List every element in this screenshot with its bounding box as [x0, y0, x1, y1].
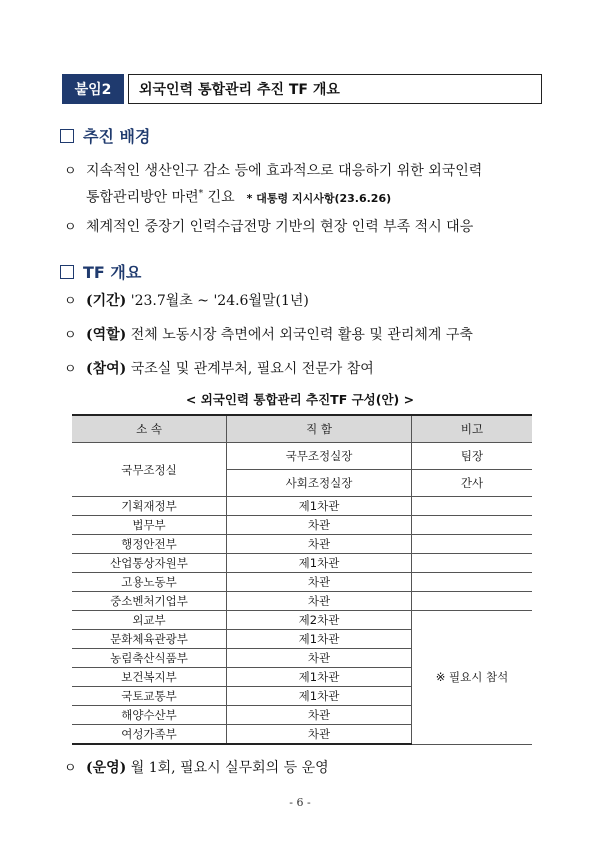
title-cell: 국무조정실장 — [227, 443, 412, 470]
table-row — [72, 443, 532, 470]
role-bullet — [64, 324, 544, 347]
table-row — [72, 516, 532, 535]
title-cell: 제1차관 — [227, 668, 412, 687]
attachment-badge: 붙임2 — [62, 74, 124, 104]
table-caption: < 외국인력 통합관리 추진TF 구성(안) > — [185, 392, 415, 407]
org-cell: 보건복지부 — [72, 668, 227, 687]
section-tf-overview-title — [60, 260, 141, 283]
attachment-header — [62, 74, 542, 104]
period-bullet — [64, 290, 544, 313]
title-cell: 차관 — [227, 706, 412, 725]
title-cell: 제1차관 — [227, 554, 412, 573]
title-cell: 제2차관 — [227, 611, 412, 630]
table-row — [72, 554, 532, 573]
org-cell: 농림축산식품부 — [72, 649, 227, 668]
note-cell — [412, 516, 533, 535]
table-row — [72, 497, 532, 516]
participation-text: 국조실 및 관계부처, 필요시 전문가 참여 — [126, 361, 374, 377]
title-cell: 차관 — [227, 573, 412, 592]
bullet1-line2: 통합관리방안 마련 — [86, 189, 199, 206]
org-cell: 국토교통부 — [72, 687, 227, 706]
header-position: 직 함 — [227, 415, 412, 443]
note-cell — [412, 554, 533, 573]
title-cell: 사회조정실장 — [227, 470, 412, 497]
section-background-title — [60, 124, 150, 147]
org-cell: 행정안전부 — [72, 535, 227, 554]
section-tf-label: TF 개요 — [83, 263, 142, 282]
circle-bullet-icon: ㅇ — [64, 761, 77, 776]
header-affiliation: 소 속 — [72, 415, 227, 443]
square-bullet-icon — [60, 129, 74, 143]
note-cell — [412, 535, 533, 554]
role-label: (역할) — [86, 327, 127, 343]
period-label: (기간) — [86, 293, 127, 309]
bullet1-line1: 지속적인 생산인구 감소 등에 효과적으로 대응하기 위한 외국인력 — [86, 163, 483, 179]
circle-bullet-icon: ㅇ — [64, 220, 77, 235]
bullet2-text: 체계적인 중장기 인력수급전망 기반의 현장 인력 부족 적시 대응 — [86, 219, 474, 235]
section-background-label: 추진 배경 — [83, 127, 151, 146]
tf-composition-table — [72, 414, 532, 745]
background-bullet-2 — [64, 216, 544, 239]
org-cell: 고용노동부 — [72, 573, 227, 592]
title-cell: 차관 — [227, 649, 412, 668]
operation-bullet — [64, 757, 544, 780]
note-cell — [412, 497, 533, 516]
operation-label: (운영) — [86, 760, 127, 776]
period-text: '23.7월초 ~ '24.6월말(1년) — [126, 293, 309, 309]
title-cell: 차관 — [227, 725, 412, 745]
page-number: - 6 - — [289, 796, 311, 809]
table-row — [72, 592, 532, 611]
operation-text: 월 1회, 필요시 실무회의 등 운영 — [126, 760, 329, 776]
circle-bullet-icon: ㅇ — [64, 328, 77, 343]
note-cell: 팀장 — [412, 443, 533, 470]
table-row — [72, 573, 532, 592]
circle-bullet-icon: ㅇ — [64, 294, 77, 309]
title-cell: 제1차관 — [227, 687, 412, 706]
table-row — [72, 611, 532, 630]
presidential-directive-note: * 대통령 지시사항(23.6.26) — [246, 191, 392, 205]
note-cell: 간사 — [412, 470, 533, 497]
circle-bullet-icon: ㅇ — [64, 362, 77, 377]
square-bullet-icon — [60, 265, 74, 279]
table-row — [72, 535, 532, 554]
attachment-title: 외국인력 통합관리 추진 TF 개요 — [128, 74, 542, 104]
org-cell: 기획재정부 — [72, 497, 227, 516]
org-cell: 해양수산부 — [72, 706, 227, 725]
org-cell: 여성가족부 — [72, 725, 227, 745]
participation-bullet — [64, 358, 544, 381]
note-cell — [412, 592, 533, 611]
org-cell: 중소벤처기업부 — [72, 592, 227, 611]
table-header-row — [72, 415, 532, 443]
title-cell: 제1차관 — [227, 630, 412, 649]
background-bullet-1 — [64, 160, 544, 210]
participation-label: (참여) — [86, 361, 127, 377]
title-cell: 차관 — [227, 592, 412, 611]
role-text: 전체 노동시장 측면에서 외국인력 활용 및 관리체계 구축 — [126, 327, 473, 343]
org-cell: 외교부 — [72, 611, 227, 630]
optional-attendance-cell: ※ 필요시 참석 — [412, 611, 533, 745]
footnote-mark: * — [198, 189, 204, 199]
title-cell: 차관 — [227, 535, 412, 554]
org-cell: 문화체육관광부 — [72, 630, 227, 649]
header-remarks: 비고 — [412, 415, 533, 443]
org-cell: 법무부 — [72, 516, 227, 535]
org-cell: 산업통상자원부 — [72, 554, 227, 573]
circle-bullet-icon: ㅇ — [64, 164, 77, 179]
org-cell: 국무조정실 — [72, 443, 227, 497]
note-cell — [412, 573, 533, 592]
bullet1-tail: 긴요 — [203, 189, 235, 206]
title-cell: 차관 — [227, 516, 412, 535]
title-cell: 제1차관 — [227, 497, 412, 516]
